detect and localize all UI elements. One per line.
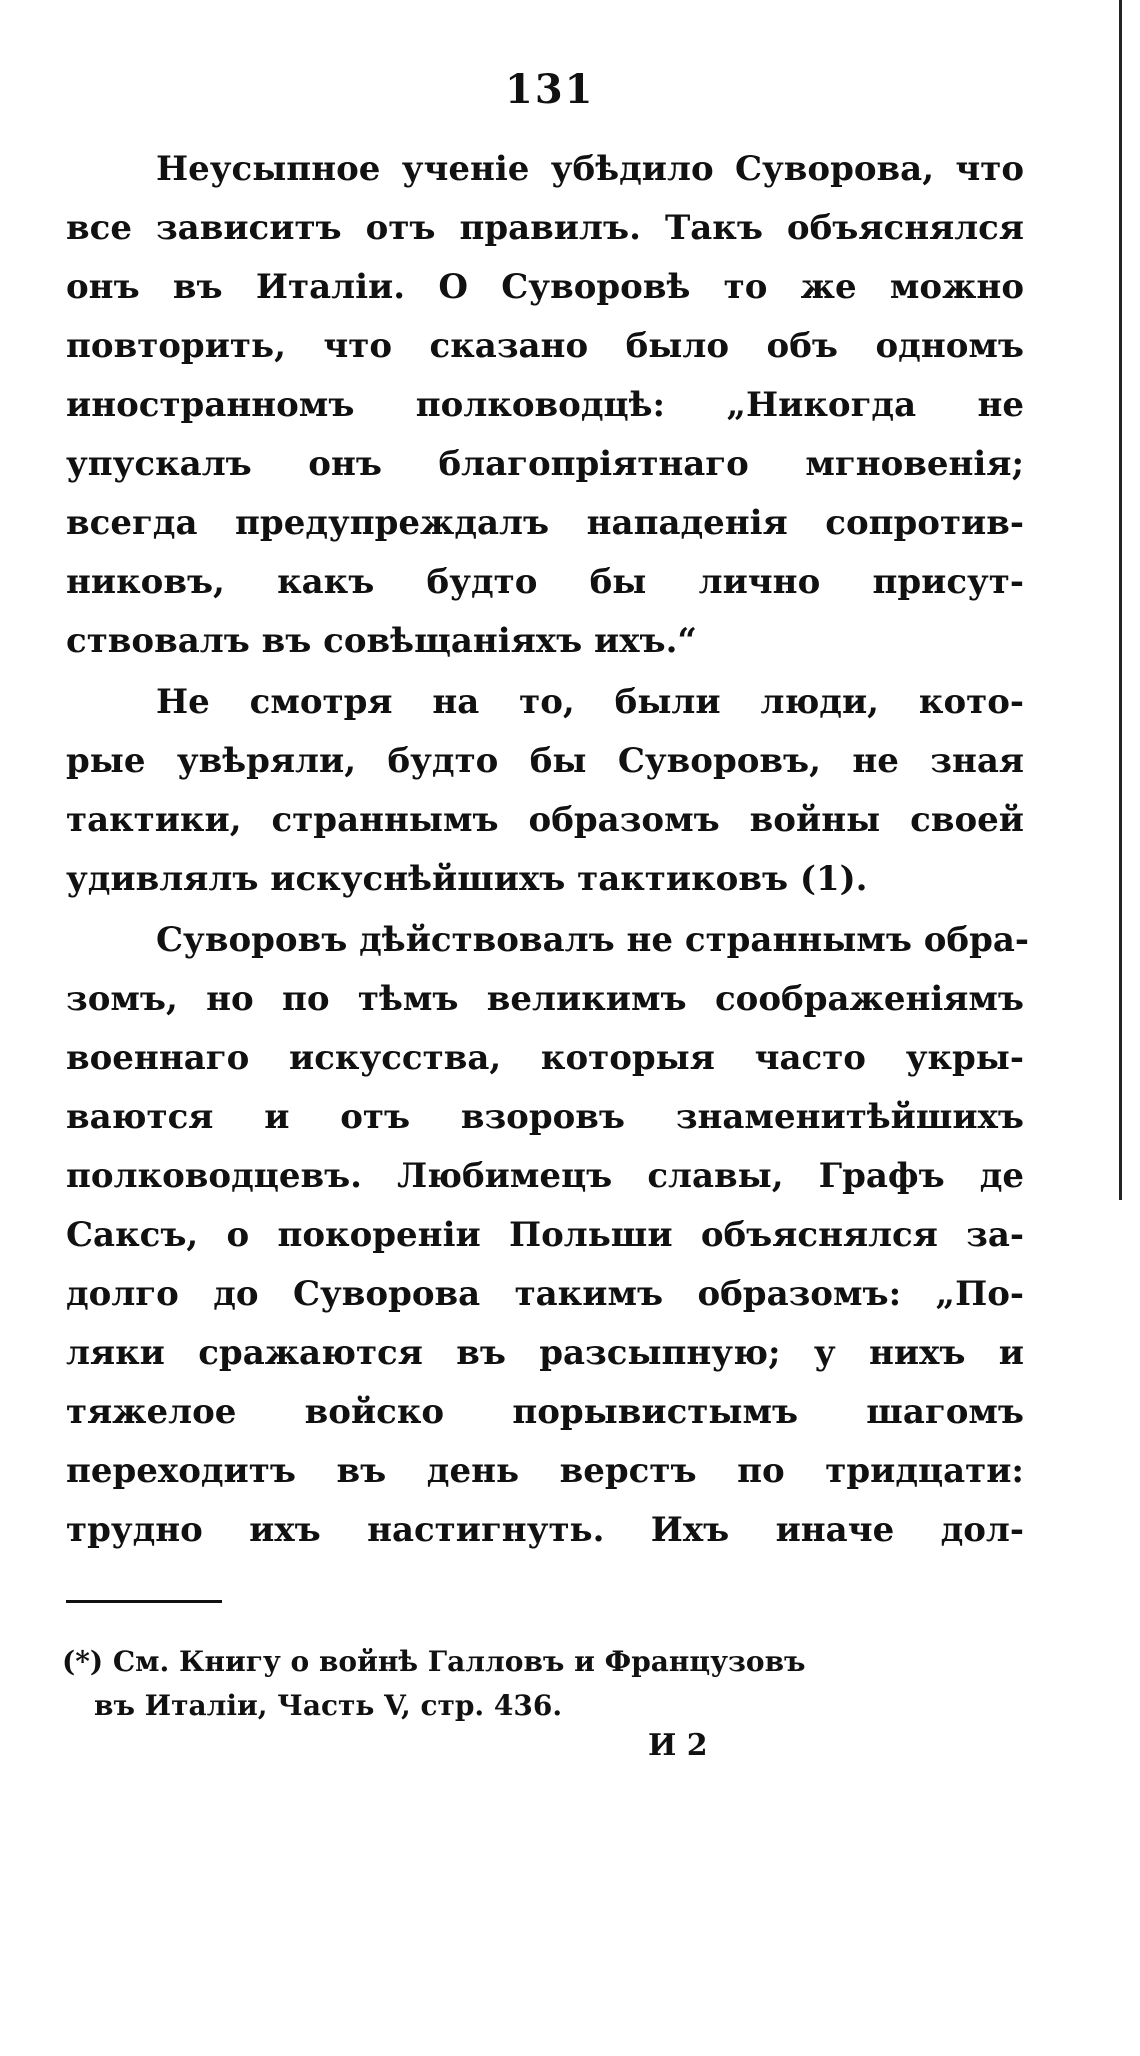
- text-line: рые увѣряли, будто бы Суворовъ, не зная: [66, 741, 1024, 781]
- text-line: полководцевъ. Любимецъ славы, Графъ де: [66, 1156, 1024, 1196]
- main-text: [66, 140, 1030, 1560]
- footnote-divider: [66, 1600, 222, 1603]
- text-line: долго до Суворова такимъ образомъ: „По-: [66, 1274, 1024, 1314]
- text-line: тяжелое войско порывистымъ шагомъ: [66, 1392, 1024, 1432]
- page-edge-line: [1119, 0, 1122, 1200]
- text-line: онъ въ Италіи. О Суворовѣ то же можно: [66, 267, 1024, 307]
- text-line: упускалъ онъ благопріятнаго мгновенія;: [66, 444, 1024, 484]
- text-line: повторить, что сказано было объ одномъ: [66, 326, 1024, 366]
- text-line: военнаго искусства, которыя часто укры-: [66, 1038, 1024, 1078]
- text-line: трудно ихъ настигнуть. Ихъ иначе дол-: [66, 1510, 1024, 1550]
- text-line: никовъ, какъ будто бы лично присут-: [66, 562, 1024, 602]
- text-line: тактики, страннымъ образомъ войны своей: [66, 800, 1024, 840]
- text-line: Суворовъ дѣйствовалъ не страннымъ обра-: [156, 920, 1030, 960]
- footnote-line: въ Италіи, Часть V, стр. 436.: [94, 1689, 563, 1722]
- text-line: иностранномъ полководцѣ: „Никогда не: [66, 385, 1024, 425]
- text-line: Саксъ, о покореніи Польши объяснялся за-: [66, 1215, 1024, 1255]
- footnote: [62, 1640, 1022, 1728]
- text-line: переходитъ въ день верстъ по тридцати:: [66, 1451, 1024, 1491]
- text-line: ляки сражаются въ разсыпную; у нихъ и: [66, 1333, 1024, 1373]
- text-line: ваются и отъ взоровъ знаменитѣйшихъ: [66, 1097, 1024, 1137]
- footnote-line: (*) См. Книгу о войнѣ Галловъ и Французовъ: [62, 1645, 806, 1678]
- text-line: Не смотря на то, были люди, кото-: [156, 682, 1024, 722]
- signature-mark: И 2: [648, 1728, 708, 1763]
- text-line: всегда предупреждалъ нападенія сопротив-: [66, 503, 1024, 543]
- text-line: все зависитъ отъ правилъ. Такъ объяснялся: [66, 208, 1024, 248]
- text-line: ствовалъ въ совѣщаніяхъ ихъ.“: [66, 621, 697, 661]
- text-line: зомъ, но по тѣмъ великимъ соображеніямъ: [66, 979, 1024, 1019]
- text-line: Неусыпное ученіе убѣдило Суворова, что: [156, 149, 1024, 189]
- page-number: 131: [505, 66, 595, 113]
- text-line: удивлялъ искуснѣйшихъ тактиковъ (1).: [66, 859, 868, 899]
